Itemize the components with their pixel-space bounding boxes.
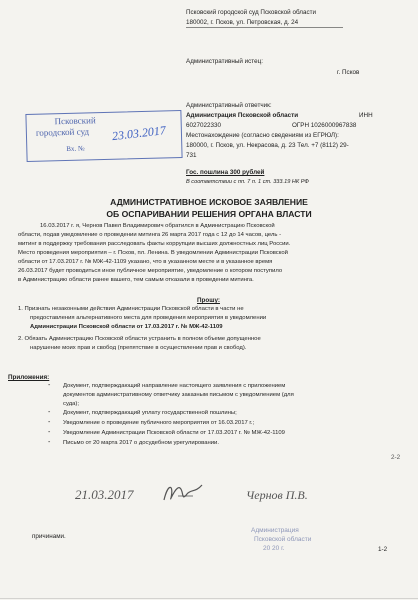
defendant-label: Административный ответчик: [186,102,272,109]
signature-icon [160,480,208,506]
request-item-line: нарушение моих прав и свобод (препятствие в осуществлении прав и свобод). [30,345,247,351]
attachment-line: суда); [63,401,80,407]
body-line: митинг в поддержку требования расследовать факты коррупции высших должностных лиц России. [18,241,291,247]
body-line: области, подав уведомление о проведении митинга 26 марта 2017 года с 12 до 14 часов, цель - [18,232,282,238]
body-line: в Администрацию области ранее вашего, тем самым отказали в проведении митинга. [18,277,254,283]
defendant-phone-tail: 731 [186,152,197,159]
attachment-line: Уведомление о проведение публичного мероприятия от 16.03.2017 г.; [63,420,255,426]
request-item-line: 1. Признать незаконными действия Администрации Псковской области в части не [18,306,244,312]
body-line: области от 17.03.2017 г. № МЖ-42-1109 указано, что в указанном месте и в указанное время [18,259,273,265]
attachment-line: документов административному ответчику заказным письмом с уведомлением (для [63,392,294,398]
inn-label: ИНН [359,112,373,119]
signature-date: 21.03.2017 [75,487,134,502]
plaintiff-city: г. Псков [337,69,360,76]
stamp-line-1: Псковский [54,115,96,127]
bullet-icon: - [48,409,51,416]
page-mark: 2-2 [391,454,401,461]
attachments-heading: Приложения: [8,374,50,381]
request-heading: Прошу: [197,297,220,304]
body-line: Место проведения мероприятия – г. Псков, пл. Ленина. В уведомлении Администрации Псковской [18,250,288,256]
request-item-line: Администрации Псковской области от 17.03.2017 г. № МЖ-42-1109 [30,324,223,330]
attachment-line: Письмо от 20 марта 2017 о досудебном урегулировании. [63,440,219,446]
footer-reasons: причинами. [32,533,66,540]
request-item-line: 2. Обязать Администрацию Псковской области устранить в полном объеме допущенное [18,336,261,342]
bullet-icon: - [48,419,51,426]
body-line: 16.03.2017 г. я, Чернов Павел Владимирович обратился в Администрацию Псковской [40,223,275,229]
footer-stamp-line-2: Псковской области [254,536,312,543]
defendant-name: Администрация Псковской области [186,112,299,119]
plaintiff-label: Административный истец: [186,58,263,65]
footer-stamp-line-1: Администрация [251,527,299,534]
defendant-ogrn: ОГРН 1026000967838 [292,122,357,129]
signer-name: Чернов П.В. [246,488,308,502]
stamp-line-2: городской суд [35,126,90,138]
document-title-line-1: АДМИНИСТРАТИВНОЕ ИСКОВОЕ ЗАЯВЛЕНИЕ [110,197,308,207]
footer-stamp-line-3: 20 20 г. [263,545,285,552]
footer-page-number: 1-2 [378,546,388,553]
document-title-line-2: ОБ ОСПАРИВАНИИ РЕШЕНИЯ ОРГАНА ВЛАСТИ [106,209,312,219]
state-fee: Гос. пошлина 300 рублей [186,169,265,176]
attachment-line: Документ, подтверждающий уплату государственной пошлины; [63,410,237,416]
bullet-icon: - [48,429,51,436]
attachment-line: Уведомление Администрации Псковской области от 17.03.2017 г. № МЖ-42-1109 [63,430,285,436]
location-label: Местонахождение (согласно сведениям из ЕГРЮЛ): [186,132,339,139]
body-line: 26.03.2017 будет проводиться иное публичное мероприятие, уведомление о котором поступило [18,268,283,274]
defendant-inn: 6027022330 [186,122,222,129]
attachment-line: Документ, подтверждающий направление настоящего заявления с приложением [63,383,286,389]
stamp-date: 23.03.2017 [111,123,167,144]
defendant-address: 180000, г. Псков, ул. Некрасова, д. 23 Тел. +7 (8112) 29- [186,142,349,149]
stamp-number-label: Вх. № [66,144,85,153]
bullet-icon: - [48,382,51,389]
court-receipt-stamp [25,110,182,162]
state-fee-basis: В соответствии с пп. 7 п. 1 ст. 333.19 НК РФ [186,179,309,185]
bullet-icon: - [48,439,51,446]
administration-received-stamp [229,526,347,584]
court-name: Псковский городской суд Псковской области [186,9,316,16]
request-item-line: предоставления альтернативного места для проведения мероприятия в уведомлении [30,315,267,321]
court-address: 180002, г. Псков, ул. Петровская, д. 24 [186,19,299,26]
